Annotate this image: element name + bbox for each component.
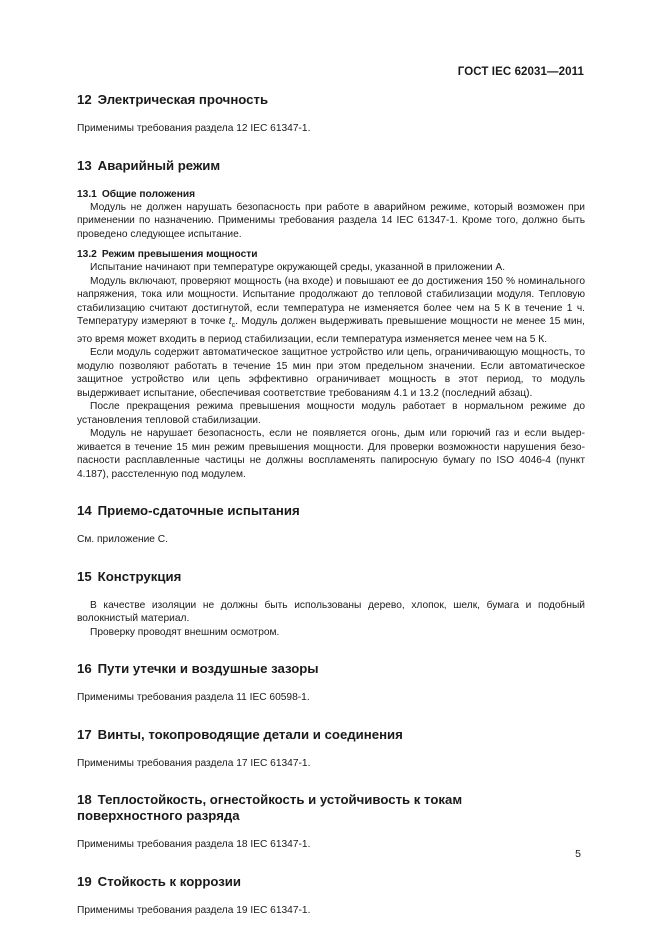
section-heading: [77, 569, 585, 585]
section-number: 15: [77, 568, 92, 584]
section-number: 18: [77, 792, 92, 808]
document-header: ГОСТ IEC 62031—2011: [457, 66, 584, 78]
section-16: [77, 661, 585, 705]
paragraph: См. приложение С.: [77, 534, 168, 546]
section-title: Конструкция: [97, 568, 182, 584]
section-19: [77, 874, 585, 918]
subsection-title: Общие положения: [101, 188, 196, 200]
section-number: 19: [77, 873, 92, 889]
section-number: 13: [77, 157, 92, 173]
section-number: 14: [77, 503, 92, 519]
subsection-heading: [77, 248, 585, 261]
subsection-number: 13.2: [77, 249, 97, 260]
section-title: Электрическая прочность: [97, 92, 269, 107]
section-title: Приемо-сдаточные испытания: [97, 503, 300, 519]
paragraph: Применимы требования раздела 11 IEC 60598-1.: [77, 692, 310, 704]
section-title-line1: Теплостойкость, огнестойкость и устойчивость к токам: [97, 792, 463, 808]
section-title: Аварийный режим: [97, 157, 221, 173]
paragraph-text: Модуль включают, проверяют мощность (на входе) и повышают ее до достижения 150 % номинального напряжения, тока или мощности. Испытание продолжают до тепловой стабилизации модуля. Тепловую стабилизацию считают достигнутой, если температура не изменяется более чем на 5 К в течение 1 ч. Температуру измеряют в точке: [77, 275, 585, 327]
section-heading: [77, 727, 585, 743]
paragraph: Применимы требования раздела 17 IEC 61347-1.: [77, 757, 311, 769]
paragraph: В качестве изоляции не должны быть использованы дерево, хлопок, шелк, бумага и подобный волокнистый материал.: [77, 599, 585, 625]
section-14: [77, 503, 585, 547]
subscript: c: [231, 322, 236, 330]
subsection-number: 13.1: [77, 188, 97, 200]
document-body: [77, 92, 585, 917]
subsection-title: Режим превышения мощности: [101, 249, 258, 260]
section-17: [77, 727, 585, 771]
paragraph: Проверку проводят внешним осмотром.: [90, 626, 280, 638]
subsection-heading: [77, 188, 585, 201]
section-title-line2: поверхностного разряда: [77, 808, 240, 824]
section-number: 17: [77, 726, 92, 742]
paragraph: Испытание начинают при температуре окружающей среды, указанной в приложении А.: [90, 262, 506, 273]
paragraph: [77, 275, 585, 347]
variable: t: [228, 316, 232, 327]
page-number: 5: [575, 848, 581, 860]
section-heading: [77, 503, 585, 519]
paragraph: Модуль не нарушает безопасность, если не появляется огонь, дым или горючий газ и если выдерживается в течение 15 мин режим превышения мощности. Для проверки возможности нарушения безопасности расплавленные частицы не должны воспламенять папиросную бумагу по ISO 4046-4 (пункт 4.187), расстеленную под модулем.: [77, 428, 585, 480]
paragraph: Применимы требования раздела 12 IEC 61347-1.: [77, 123, 311, 134]
section-number: 16: [77, 661, 92, 677]
section-title: Винты, токопроводящие детали и соединения: [97, 726, 403, 742]
paragraph-text: . Модуль должен выдерживать превышение мощности не менее 15 мин, это время может входить в период стабилизации, если температура изменяется менее чем на 5 К.: [77, 316, 585, 345]
paragraph: Модуль не должен нарушать безопасность при работе в аварийном режиме, который возможен при применении по назначению. Применимы требования раздела 14 IEC 61347-1. Кроме того, должно быть проведено следующее испытание.: [77, 201, 585, 240]
section-heading: [77, 661, 585, 677]
section-title: Пути утечки и воздушные зазоры: [97, 661, 319, 677]
section-heading: [77, 792, 585, 824]
section-heading: [77, 874, 585, 890]
paragraph: Применимы требования раздела 19 IEC 61347-1.: [77, 904, 311, 916]
section-title: Стойкость к коррозии: [97, 873, 242, 889]
section-13: [77, 158, 585, 482]
section-15: [77, 569, 585, 640]
paragraph: Применимы требования раздела 18 IEC 61347-1.: [77, 839, 311, 851]
section-number: 12: [77, 92, 92, 107]
section-heading: [77, 158, 585, 174]
section-12: [77, 92, 585, 136]
section-heading: [77, 92, 585, 108]
section-18: [77, 792, 585, 852]
paragraph: Если модуль содержит автоматическое защитное устройство или цепь, ограничивающую мощность, то модулю позволяют работать в течение 15 мин при этом предельном значении. Если автоматическое защитное устройство или цепь эффективно ограничивает мощность в этот период, то модуль выдерживает испытание, обеспечивая соответствие требованиям 4.1 и 13.2 (последний абзац).: [77, 347, 585, 399]
paragraph: После прекращения режима превышения мощности модуль работает в нормальном режиме до установления тепловой стабилизации.: [77, 401, 585, 426]
